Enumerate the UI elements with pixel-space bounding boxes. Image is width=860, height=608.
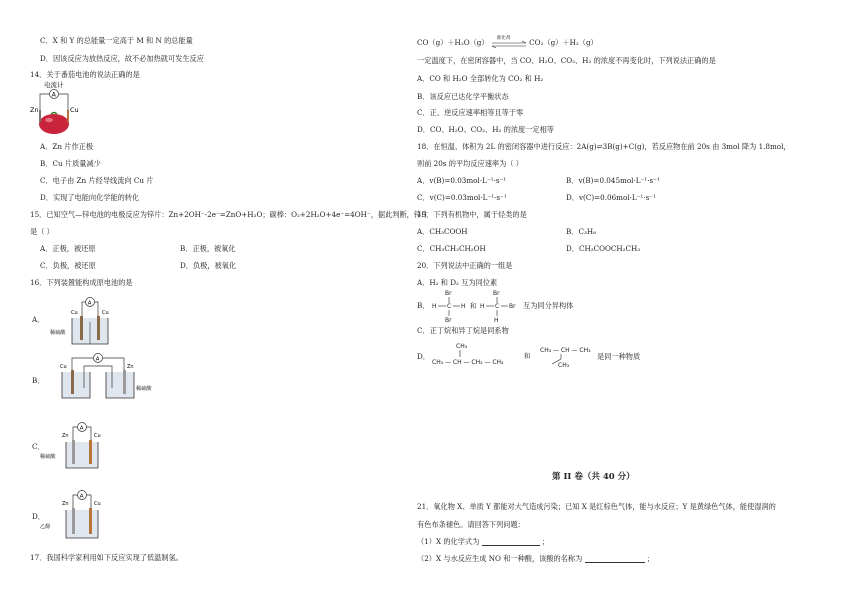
svg-text:Zn: Zn bbox=[127, 364, 134, 370]
svg-text:Cu: Cu bbox=[102, 310, 109, 316]
q21-stem-line1: 21．氧化物 X、单质 Y 都能对大气造成污染；已知 X 是红棕色气体，能与水反应；Y 是黄绿色气体，能使湿润的 bbox=[417, 502, 776, 511]
equilibrium-arrow-icon bbox=[491, 35, 527, 48]
q19-option-d: D．CH₃COOCH₂CH₃ bbox=[566, 244, 641, 253]
q15-option-a: A．正极，被还原 bbox=[40, 244, 96, 253]
svg-text:CH₃ — CH — CH₂ — CH₃: CH₃ — CH — CH₂ — CH₃ bbox=[432, 359, 504, 366]
q21-part-1-text: （1）X 的化学式为 bbox=[417, 537, 480, 546]
q21-part-1-end: ； bbox=[541, 537, 550, 546]
q14-option-d: D．实现了电能向化学能的转化 bbox=[40, 193, 140, 202]
svg-text:H: H bbox=[480, 303, 485, 310]
q20-option-a: A．H₂ 和 D₂ 互为同位素 bbox=[417, 278, 498, 287]
q21-part-1-blank[interactable] bbox=[482, 538, 540, 546]
svg-text:A: A bbox=[79, 425, 84, 432]
svg-text:CH₃: CH₃ bbox=[558, 362, 570, 369]
beaker-icon bbox=[62, 372, 90, 398]
svg-text:Zn: Zn bbox=[62, 433, 69, 439]
q18-option-a: A．v(B)=0.03mol·L⁻¹·s⁻¹ bbox=[417, 176, 507, 185]
svg-text:CH₃ — CH — CH₃: CH₃ — CH — CH₃ bbox=[540, 347, 591, 354]
svg-text:Cu: Cu bbox=[94, 501, 101, 507]
svg-text:和: 和 bbox=[524, 352, 531, 360]
q13-option-c: C．X 和 Y 的总能量一定高于 M 和 N 的总能量 bbox=[40, 36, 193, 45]
cell-figure-b bbox=[50, 352, 160, 402]
q13-option-d: D．因该反应为放热反应，故不必加热就可发生反应 bbox=[40, 54, 204, 63]
svg-text:A: A bbox=[79, 493, 84, 500]
q14-option-c: C．电子由 Zn 片经导线流向 Cu 片 bbox=[40, 176, 154, 185]
q19-option-a: A．CH₃COOH bbox=[417, 227, 468, 236]
q19-option-c: C．CH₃CH₂CH₂OH bbox=[417, 244, 486, 253]
q21-part-2 bbox=[417, 554, 654, 563]
q15-option-b: B．正极，被氧化 bbox=[180, 244, 236, 253]
eq-option-b: B．该反应已达化学平衡状态 bbox=[417, 92, 509, 101]
cell-figure-d bbox=[40, 488, 120, 544]
beaker-icon bbox=[66, 510, 98, 538]
svg-text:稀硫酸: 稀硫酸 bbox=[50, 330, 66, 336]
q18-stem-line2: 则前 20s 的平均反应速率为（ ） bbox=[417, 159, 523, 168]
q20-stem: 20．下列说法中正确的一组是 bbox=[417, 261, 513, 270]
eq-option-d: D．CO、H₂O、CO₂、H₂ 的浓度一定相等 bbox=[417, 125, 554, 134]
equation-products: CO₂（g）＋H₂（g） bbox=[529, 38, 598, 47]
q19-stem: 19．下列有机物中，属于烃类的是 bbox=[417, 210, 527, 219]
q21-stem-line2: 有色布条褪色。请回答下列问题： bbox=[417, 520, 525, 529]
q14-stem: 14．关于番茄电池的说法正确的是 bbox=[30, 70, 140, 79]
svg-text:稀硫酸: 稀硫酸 bbox=[40, 454, 56, 460]
q21-part-2-end: ； bbox=[646, 554, 655, 563]
q18-option-b: B．v(B)=0.045mol·L⁻¹·s⁻¹ bbox=[566, 176, 660, 185]
q14-option-b: B．Cu 片质量减少 bbox=[40, 159, 101, 168]
q21-part-2-blank[interactable] bbox=[585, 555, 645, 563]
q19-option-b: B．C₃H₈ bbox=[566, 227, 596, 236]
zn-label: Zn bbox=[30, 106, 39, 114]
cell-figure-c bbox=[40, 420, 120, 472]
q20-option-b-prefix: B． bbox=[417, 301, 430, 310]
svg-text:Br: Br bbox=[509, 303, 516, 310]
q15-stem-line1: 15．已知空气—锌电池的电极反应为锌片：Zn+2OH⁻-2e⁻=ZnO+H₂O；碳棒：O₂+2H₂O+4e⁻=4OH⁻，据此判断，锌片 bbox=[30, 210, 429, 219]
tomato-battery-figure bbox=[30, 80, 80, 136]
q18-option-d: D．v(C)=0.06mol·L⁻¹·s⁻¹ bbox=[566, 193, 656, 202]
q16-option-d: D． bbox=[32, 512, 45, 521]
q15-option-c: C．负极，被还原 bbox=[40, 261, 96, 270]
ammeter-letter: A bbox=[51, 91, 56, 99]
q18-stem-line1: 18．在恒温、体积为 2L 的密闭容器中进行反应：2A(g)⇌3B(g)+C(g)，若反应物在前 20s 由 3mol 降为 1.8mol， bbox=[417, 142, 791, 151]
svg-text:Cu: Cu bbox=[71, 310, 78, 316]
svg-text:CH₃: CH₃ bbox=[456, 343, 468, 350]
beaker-icon bbox=[106, 372, 134, 398]
q20-option-c: C．正丁烷和异丁烷是同系物 bbox=[417, 326, 509, 335]
svg-text:Br: Br bbox=[493, 290, 500, 297]
reaction-equation bbox=[417, 35, 598, 48]
svg-text:和: 和 bbox=[470, 302, 477, 310]
eq-option-a: A．CO 和 H₂O 全部转化为 CO₂ 和 H₂ bbox=[417, 74, 544, 83]
svg-text:Cu: Cu bbox=[94, 433, 101, 439]
svg-text:H: H bbox=[494, 317, 499, 323]
svg-text:H: H bbox=[461, 303, 466, 310]
q16-option-b: B． bbox=[32, 376, 45, 385]
svg-text:C: C bbox=[447, 303, 452, 310]
svg-text:C: C bbox=[495, 303, 500, 310]
svg-text:H: H bbox=[432, 303, 437, 310]
q17-stem: 17．我国科学家利用如下反应实现了低温制氢。 bbox=[30, 553, 183, 562]
svg-text:Br: Br bbox=[445, 290, 452, 297]
svg-text:A: A bbox=[95, 356, 100, 363]
q14-option-a: A．Zn 片作正极 bbox=[40, 142, 94, 151]
cell-figure-a bbox=[50, 292, 140, 350]
svg-text:Br: Br bbox=[445, 317, 452, 323]
q20-option-d-suffix: 是同一种物质 bbox=[597, 352, 641, 361]
ammeter-label: 电流计 bbox=[44, 81, 64, 89]
q20-option-d-prefix: D． bbox=[417, 352, 430, 361]
q16-option-c: C． bbox=[32, 442, 45, 451]
q18-option-c: C．v(C)=0.03mol·L⁻¹·s⁻¹ bbox=[417, 193, 507, 202]
beaker-icon bbox=[66, 442, 98, 468]
svg-text:Zn: Zn bbox=[62, 501, 69, 507]
q15-stem-line2: 是（ ） bbox=[30, 227, 54, 236]
q21-part-1 bbox=[417, 537, 549, 546]
q21-part-2-text: （2）X 与水反应生成 NO 和一种酸，该酸的名称为 bbox=[417, 554, 583, 563]
svg-text:乙醇: 乙醇 bbox=[40, 524, 51, 530]
svg-text:稀硫酸: 稀硫酸 bbox=[136, 386, 152, 392]
cu-label: Cu bbox=[70, 106, 79, 114]
equation-reactants: CO（g）＋H₂O（g） bbox=[417, 38, 489, 47]
section-2-heading: 第 II 卷（共 40 分） bbox=[552, 472, 635, 482]
q16-stem: 16．下列装置能构成原电池的是 bbox=[30, 278, 133, 287]
tomato-icon bbox=[39, 114, 69, 134]
q16-option-a: A． bbox=[32, 315, 45, 324]
equation-catalyst: 催化剂 bbox=[496, 35, 511, 41]
q15-option-d: D．负极，被氧化 bbox=[180, 261, 237, 270]
equilibrium-stem: 一定温度下，在密闭容器中，当 CO、H₂O、CO₂、H₂ 的浓度不再变化时，下列说法正确的是 bbox=[417, 56, 716, 65]
eq-option-c: C．正、逆反应速率相等且等于零 bbox=[417, 108, 524, 117]
svg-text:Cu: Cu bbox=[60, 364, 67, 370]
q20-option-b-suffix: 互为同分异构体 bbox=[523, 301, 574, 310]
svg-text:A: A bbox=[87, 300, 92, 307]
